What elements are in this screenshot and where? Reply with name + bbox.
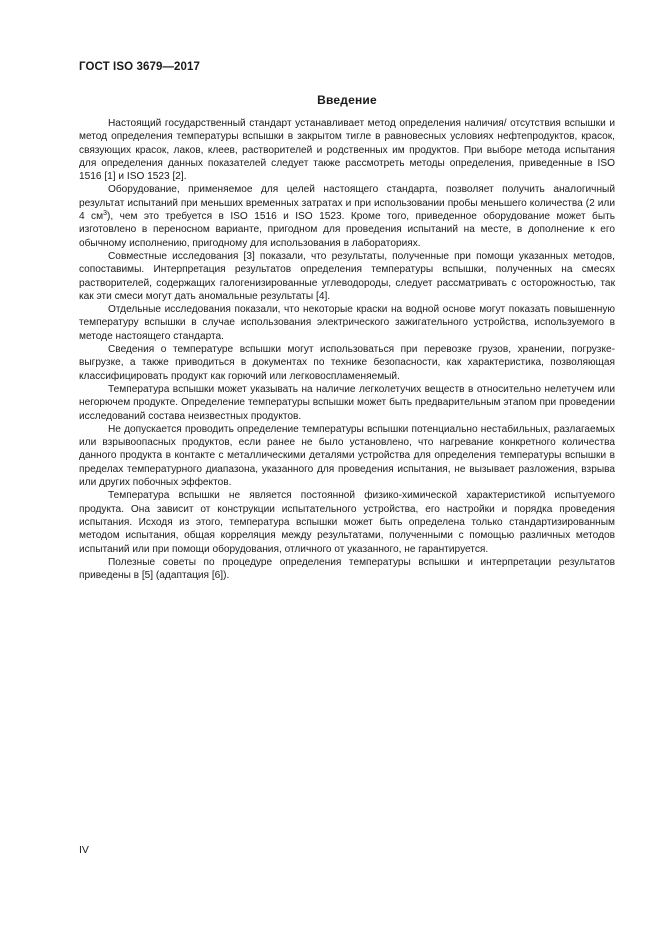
paragraph-9: Полезные советы по процедуре определения температуры вспышки и интерпретации результатов приведены в [5] (адаптация [6]).	[79, 556, 615, 582]
paragraph-4: Отдельные исследования показали, что некоторые краски на водной основе могут показать повышенную температуру вспышки в случае использования электрического зажигательного устройства, используемого в методе настоящего стандарта.	[79, 304, 615, 342]
document-body	[79, 117, 615, 582]
paragraph-1: Настоящий государственный стандарт устанавливает метод определения наличия/ отсутствия вспышки и метод определения температуры вспышки в закрытом тигле в равновесных условиях нефтепродуктов, красок, связующих красок, лаков, клеев, растворителей и родственных им продуктов. При выборе метода испытания для определения данных показателей следует также рассмотреть методы определения, приведенные в ISO 1516 [1] и ISO 1523 [2].	[79, 118, 615, 183]
page-number: IV	[79, 844, 89, 856]
paragraph-5: Сведения о температуре вспышки могут использоваться при перевозке грузов, хранении, погрузке-выгрузке, а также приводиться в документах по технике безопасности, как характеристика, позволяющая классифицировать продукт как горючий или легковоспламеняемый.	[79, 344, 615, 382]
section-title: Введение	[317, 93, 377, 107]
superscript-cube: 3	[103, 210, 107, 218]
paragraph-6: Температура вспышки может указывать на наличие легколетучих веществ в относительно нелетучем или негорючем продукте. Определение температуры вспышки может быть предварительным этапом при проведении исследований состава неизвестных продуктов.	[79, 383, 615, 422]
paragraph-3: Совместные исследования [3] показали, что результаты, полученные при помощи указанных методов, сопоставимы. Интерпретация результатов определения температуры вспышки, полученных на смесях растворителей, содержащих галогенизированные углеводороды, следует рассматривать с осторожностью, так как эти смеси могут дать аномальные результаты [4].	[79, 250, 615, 302]
paragraph-7: Не допускается проводить определение температуры вспышки потенциально нестабильных, разлагаемых или взрывоопасных продуктов, если ранее не было установлено, что нагревание конкретного количества данного продукта в контакте с металлическими деталями устройства для определения температуры вспышки в пределах температурного диапазона, указанного для проведения испытания, не вызывает разложения, взрыва или других побочных эффектов.	[79, 423, 615, 489]
paragraph-8: Температура вспышки не является постоянной физико-химической характеристикой испытуемого продукта. Она зависит от конструкции испытательного устройства, его настройки и порядка проведения испытания. Исходя из этого, температура вспышки может быть определена только стандартизированным методом испытания, общая корреляция между результатами, полученными с помощью различных методов испытаний или при помощи оборудования, отличного от указанного, не гарантируется.	[79, 490, 615, 555]
paragraph-2-rest: ), чем это требуется в ISO 1516 и ISO 1523. Кроме того, приведенное оборудование может быть изготовлено в переносном варианте, пригодном для проведения испытаний на месте, в дополнение к его обычному исполнению, пригодному для использования в лабораториях.	[79, 211, 616, 249]
paragraph-2-text: Оборудование, применяемое для целей настоящего стандарта, позволяет получить аналогичный результат испытаний при меньших временных затратах и при использовании пробы меньшего количества (2 или 4 см	[79, 184, 615, 223]
paragraph-2	[79, 183, 615, 249]
document-header: ГОСТ ISO 3679—2017	[79, 61, 201, 73]
